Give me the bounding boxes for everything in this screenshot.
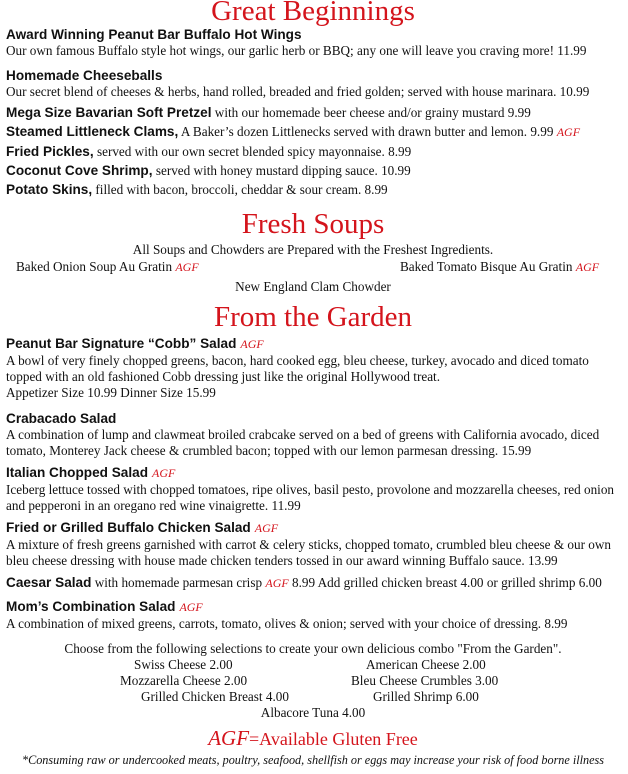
item-name: Caesar Salad: [6, 575, 92, 590]
soups-intro: All Soups and Chowders are Prepared with the Freshest Ingredients.: [132, 242, 494, 257]
gluten-free-legend: [6, 727, 620, 750]
addon-item: Albacore Tuna 4.00: [260, 705, 366, 720]
gluten-free-mark: AGF: [265, 576, 289, 590]
menu-item: [6, 335, 620, 401]
item-name: Coconut Cove Shrimp,: [6, 163, 153, 178]
gluten-free-mark: AGF: [208, 726, 250, 750]
addon-row: [6, 689, 620, 705]
combo-instructions: Choose from the following selections to create your own delicious combo "From the Garden".: [64, 641, 562, 656]
item-description: served with honey mustard dipping sauce. 10.99: [155, 163, 411, 178]
soups-row: [6, 259, 620, 278]
section-title-great-beginnings: Great Beginnings: [211, 0, 415, 27]
item-description: with our homemade beer cheese and/or grainy mustard 9.99: [214, 105, 531, 120]
item-description: 8.99 Add grilled chicken breast 4.00 or grilled shrimp 6.00: [291, 575, 602, 590]
soup-name: Baked Onion Soup Au Gratin: [16, 259, 173, 274]
item-name: Mom’s Combination Salad: [6, 599, 176, 614]
addon-item: American Cheese 2.00: [366, 657, 486, 672]
menu-item: [6, 67, 620, 100]
addon-item: Grilled Shrimp 6.00: [373, 689, 479, 704]
item-name: Steamed Littleneck Clams,: [6, 124, 179, 139]
menu-item: [6, 180, 620, 199]
menu-item: [6, 103, 620, 122]
menu-item: [6, 410, 620, 459]
addon-item: Mozzarella Cheese 2.00: [120, 673, 248, 688]
menu-page: [6, 0, 620, 768]
item-name: Crabacado Salad: [6, 411, 117, 426]
item-name: Italian Chopped Salad: [6, 465, 148, 480]
gluten-free-mark: AGF: [575, 260, 600, 274]
item-name: Mega Size Bavarian Soft Pretzel: [6, 105, 212, 120]
item-description: A Baker’s dozen Littlenecks served with drawn butter and lemon. 9.99: [180, 124, 554, 139]
food-safety-disclaimer: *Consuming raw or undercooked meats, poultry, seafood, shellfish or eggs may increase your risk of food borne illness: [21, 753, 605, 767]
addon-item: Grilled Chicken Breast 4.00: [141, 689, 289, 704]
menu-item: [6, 574, 620, 592]
addon-item: Bleu Cheese Crumbles 3.00: [351, 673, 499, 688]
item-description: A mixture of fresh greens garnished with carrot & celery sticks, chopped tomato, crumbled bleu cheese & our own bleu cheese dressing with house made chicken tenders tossed in our award winning Buffalo sauce. 13.99: [6, 537, 611, 568]
item-description: with homemade parmesan crisp: [94, 575, 263, 590]
item-description: filled with bacon, broccoli, cheddar & sour cream. 8.99: [95, 182, 388, 197]
item-name: Potato Skins,: [6, 182, 93, 197]
soup-item: New England Clam Chowder: [235, 279, 391, 294]
section-title-from-the-garden: From the Garden: [213, 301, 413, 333]
gluten-free-mark: AGF: [240, 337, 264, 351]
soup-item: [16, 259, 199, 275]
gluten-free-mark: AGF: [254, 521, 279, 535]
gluten-free-mark: AGF: [152, 466, 176, 480]
gluten-free-mark: AGF: [556, 125, 581, 139]
addon-row: [6, 657, 620, 673]
item-description: Our own famous Buffalo style hot wings, our garlic herb or BBQ; any one will leave you craving more! 11.99: [6, 43, 587, 58]
item-name: Award Winning Peanut Bar Buffalo Hot Wings: [6, 27, 302, 42]
soup-name: Baked Tomato Bisque Au Gratin: [400, 259, 573, 274]
gluten-free-legend-text: =Available Gluten Free: [249, 729, 418, 749]
addon-item: Swiss Cheese 2.00: [134, 657, 233, 672]
section-title-fresh-soups: Fresh Soups: [241, 208, 385, 240]
item-description: A combination of lump and clawmeat broiled crabcake served on a bed of greens with California avocado, diced tomato, Monterey Jack cheese & crumbled bacon; topped with our lemon parmesan dressing. 15.99: [6, 427, 600, 458]
gluten-free-mark: AGF: [175, 260, 199, 274]
item-name: Peanut Bar Signature “Cobb” Salad: [6, 336, 237, 351]
item-description: served with our own secret blended spicy mayonnaise. 8.99: [96, 144, 412, 159]
item-description: A bowl of very finely chopped greens, bacon, hard cooked egg, bleu cheese, turkey, avocado and diced tomato topped with an old fashioned Cobb dressing just like the original Hollywood treat.: [6, 353, 589, 384]
menu-item: [6, 122, 620, 142]
item-name: Fried or Grilled Buffalo Chicken Salad: [6, 520, 251, 535]
menu-item: [6, 161, 620, 180]
menu-item: [6, 598, 620, 632]
addon-row: [6, 673, 620, 689]
menu-item: [6, 519, 620, 569]
item-name: Fried Pickles,: [6, 144, 94, 159]
menu-item: [6, 464, 620, 514]
item-name: Homemade Cheeseballs: [6, 68, 163, 83]
menu-item: [6, 142, 620, 161]
item-sizes: Appetizer Size 10.99 Dinner Size 15.99: [6, 385, 216, 400]
soup-item: [400, 259, 599, 275]
gluten-free-mark: AGF: [179, 600, 203, 614]
item-description: Iceberg lettuce tossed with chopped tomatoes, ripe olives, basil pesto, provolone and mozzarella cheeses, red onion and pepperoni in an oregano red wine vinaigrette. 11.99: [6, 482, 615, 513]
item-description: A combination of mixed greens, carrots, tomato, olives & onion; served with your choice of dressing. 8.99: [6, 616, 568, 631]
menu-item: [6, 26, 620, 59]
item-description: Our secret blend of cheeses & herbs, hand rolled, breaded and fried golden; served with house marinara. 10.99: [6, 84, 590, 99]
